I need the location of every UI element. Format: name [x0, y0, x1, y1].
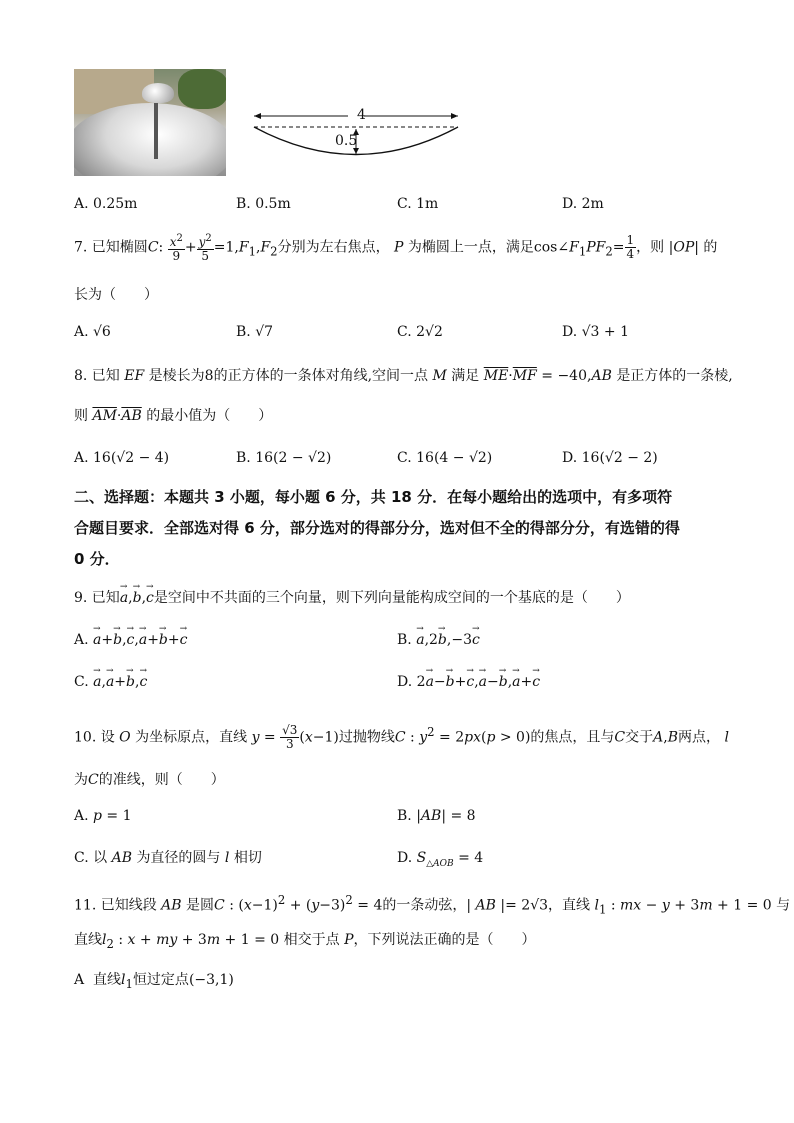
- arrow-left: [254, 113, 261, 119]
- q11-option-a: A 直线$l_1$恒过定点(−3,1): [74, 972, 234, 991]
- q10-option-b: B. |AB| = 8: [397, 808, 476, 824]
- q7-option-c: C. 2√2: [397, 324, 443, 340]
- width-label: 4: [357, 107, 366, 123]
- q6-option-a: A. 0.25m: [74, 196, 138, 212]
- q10-option-c: C. 以 AB 为直径的圆与 l 相切: [74, 850, 262, 866]
- section2-line3: 0 分．: [74, 550, 120, 568]
- solar-cooker-photo: [74, 69, 226, 176]
- q8-option-c: C. 16(4 − √2): [397, 450, 493, 466]
- photo-tree: [178, 69, 226, 109]
- q9-option-b: B. → a,2→ b,−3→ c: [397, 630, 480, 650]
- q8-stem: 8. 已知 EF 是棱长为8的正方体的一条体对角线,空间一点 M 满足 $\overline{ME}\cdot\overline{MF} = -40,AB$ 是正方体的一条棱,: [74, 368, 733, 384]
- q7-stem-line2: 长为（ ）: [74, 287, 158, 303]
- q6-option-b: B. 0.5m: [236, 196, 291, 212]
- q8-option-a: A. 16(√2 − 4): [74, 450, 170, 466]
- q9-option-c: C. → a,→ a+→ b,→ c: [74, 672, 147, 692]
- q9-option-a: A. → a+→ b,→ c,→ a+→ b+→ c: [74, 630, 187, 650]
- photo-stand: [154, 99, 158, 159]
- q11-stem-line2: 直线$l_2$ : x + my + 3m + 1 = 0 相交于点 P，下列说法正确的是（ ）: [74, 932, 536, 951]
- q10-option-a: A. p = 1: [74, 808, 132, 824]
- q7-option-d: D. √3 + 1: [562, 324, 630, 340]
- depth-label: 0.5: [335, 133, 358, 149]
- q7-stem: 7. 已知椭圆C: $\frac{x^2}{9}$ + $\frac{y^2}{5}$ $=1,F_1,F_2$分别为左右焦点， P 为椭圆上一点，满足$\cos\angle F_1PF_2=$ $\frac{1}{4}$ ，则 |OP| 的: [74, 233, 718, 263]
- q8-option-b: B. 16(2 − √2): [236, 450, 332, 466]
- q7-option-a: A. √6: [74, 324, 111, 340]
- q8-stem-line2: 则 $\overline{AM}\cdot\overline{AB}$ 的最小值为（ ）: [74, 408, 273, 424]
- photo-kettle: [142, 83, 174, 103]
- q6-option-d: D. 2m: [562, 196, 604, 212]
- q9-stem: 9. 已知→ a,→ b,→ c是空间中不共面的三个向量，则下列向量能构成空间的一个基底的是（ ）: [74, 588, 630, 608]
- q9-option-d: D. 2→ a−→ b+→ c,→ a−→ b,→ a+→ c: [397, 672, 540, 692]
- arrow-right: [451, 113, 458, 119]
- photo-dish: [74, 103, 226, 176]
- q10-stem-line2: 为C的准线，则（ ）: [74, 772, 225, 788]
- q7-option-b: B. √7: [236, 324, 274, 340]
- q6-option-c: C. 1m: [397, 196, 439, 212]
- section2-line1: 二、选择题：本题共 3 小题，每小题 6 分，共 18 分．在每小题给出的选项中，有多项符: [74, 488, 673, 506]
- q8-option-d: D. 16(√2 − 2): [562, 450, 658, 466]
- q10-option-d: D. $S_{\triangle AOB} = 4$: [397, 850, 484, 869]
- q10-stem: 10. 设 O 为坐标原点，直线 y = $\frac{√3}{3}$ (x−1)过抛物线C : $y^2 = 2px(p > 0)$的焦点，且与C交于A,B两点， l: [74, 723, 729, 752]
- q11-stem: 11. 已知线段 AB 是圆C : $(x-1)^2 + (y-3)^2 = 4$的一条动弦，| AB |= 2√3，直线 $l_1$ : mx − y + 3m + 1 = 0 与: [74, 893, 791, 917]
- section2-line2: 合题目要求．全部选对得 6 分，部分选对的得部分分，选对但不全的得部分分，有选错的得: [74, 519, 680, 537]
